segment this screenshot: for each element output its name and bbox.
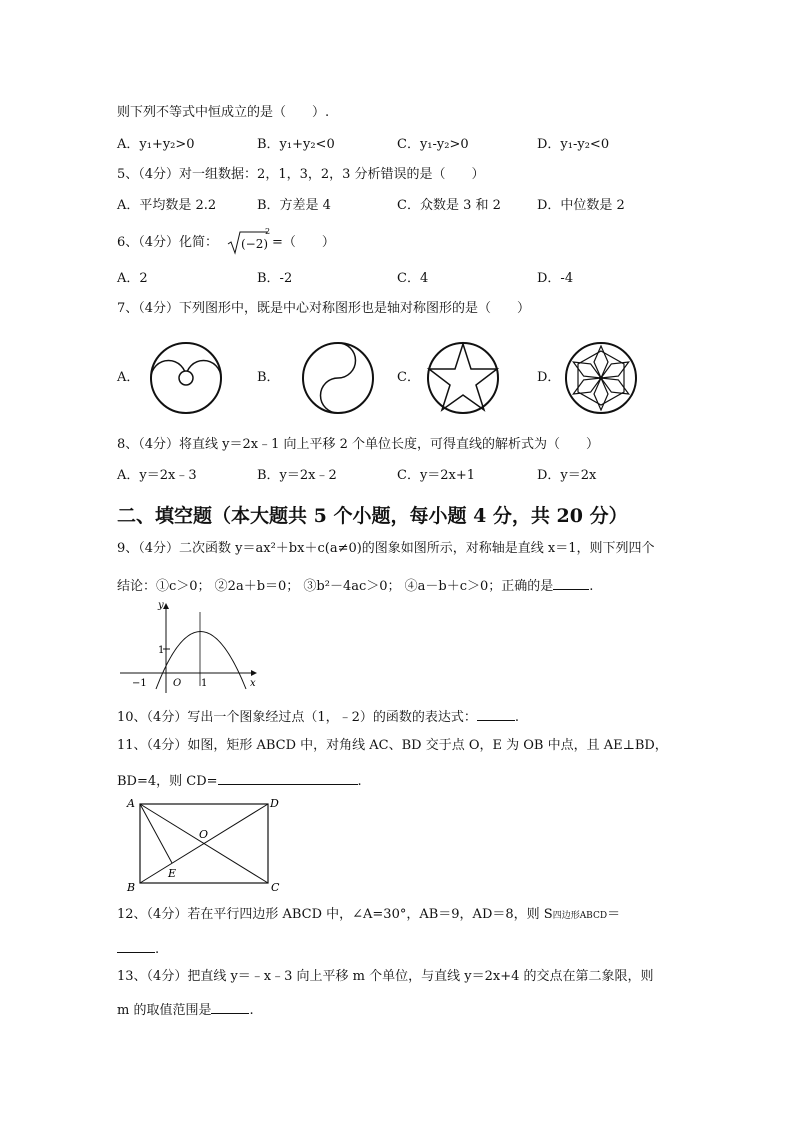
q7-label-c: C． xyxy=(397,370,420,385)
q7-figure-c xyxy=(425,340,503,418)
q13-end: . xyxy=(249,1003,254,1018)
q7-label-d: D． xyxy=(537,370,561,385)
q11-label-a: A xyxy=(127,797,135,810)
q9-end: . xyxy=(589,579,594,594)
q10-line xyxy=(117,706,519,727)
q11-label-o: O xyxy=(199,828,209,841)
q6-option-b: B．-2 xyxy=(257,271,293,286)
q13-answer-blank xyxy=(211,999,249,1014)
q6-radicand: (−2) xyxy=(241,237,269,251)
q12-end: . xyxy=(155,942,160,957)
q9-x-label: x xyxy=(250,678,256,689)
q11-line1: 11、（4分）如图，矩形 ABCD 中，对角线 AC、BD 交于点 O，E 为 OB 中点，且 AE⊥BD， xyxy=(117,738,668,753)
q7-figure-d xyxy=(563,340,641,418)
q9-parabola-graph xyxy=(118,598,268,698)
q9-tick-1y: 1 xyxy=(158,645,165,656)
q9-answer-blank xyxy=(553,575,589,590)
q12-answer-blank xyxy=(117,938,155,953)
q6-exponent: 2 xyxy=(265,227,271,236)
q7-label-a: A． xyxy=(117,370,140,385)
q11-label-b: B xyxy=(127,881,136,894)
q9-line1: 9、（4分）二次函数 y＝ax²＋bx＋c(a≠0)的图象如图所示，对称轴是直线 x＝1，则下列四个 xyxy=(117,541,655,556)
q4-option-d: D．y₁-y₂<0 xyxy=(537,137,610,152)
q6-option-d: D．-4 xyxy=(537,271,574,286)
q10-text: 10、（4分）写出一个图象经过点（1，﹣2）的函数的表达式： xyxy=(117,710,477,725)
q11-label-e: E xyxy=(168,867,177,880)
q12-line1 xyxy=(117,906,620,925)
q11-line2 xyxy=(117,770,362,791)
q7-figure-b xyxy=(300,340,378,418)
q8-option-a: A．y＝2x﹣3 xyxy=(117,468,197,483)
q11-label-c: C xyxy=(271,881,280,894)
q13-line2-text: m 的取值范围是 xyxy=(117,1003,212,1018)
q12-equals: ＝ xyxy=(607,907,621,922)
section2-title: 二、填空题（本大题共 5 个小题，每小题 4 分，共 20 分） xyxy=(117,505,628,527)
q10-end: . xyxy=(514,710,519,725)
q6-stem-prefix: 6、（4分）化简： xyxy=(117,235,219,250)
q11-answer-blank xyxy=(218,770,358,785)
q9-origin-label: O xyxy=(173,678,182,689)
q11-label-d: D xyxy=(270,797,279,810)
q12-line2 xyxy=(117,938,159,959)
q4-option-a: A．y₁+y₂>0 xyxy=(117,137,195,152)
q7-label-b: B． xyxy=(257,370,280,385)
q12-subscript: 四边形ABCD xyxy=(552,911,608,921)
q5-option-b: B．方差是 4 xyxy=(257,198,331,213)
q11-end: . xyxy=(357,774,362,789)
q5-option-d: D．中位数是 2 xyxy=(537,198,625,213)
q11-rectangle-figure xyxy=(122,795,292,895)
q4-tail-text: 则下列不等式中恒成立的是（ ）. xyxy=(117,105,330,120)
q7-figure-a xyxy=(148,340,226,418)
q9-y-label: y xyxy=(158,600,164,611)
q8-stem: 8、（4分）将直线 y＝2x﹣1 向上平移 2 个单位长度，可得直线的解析式为（ ） xyxy=(117,437,600,452)
q8-option-c: C．y＝2x+1 xyxy=(397,468,476,483)
q8-option-d: D．y＝2x xyxy=(537,468,597,483)
q6-stem-suffix: =（ ） xyxy=(272,235,335,250)
q5-option-a: A．平均数是 2.2 xyxy=(117,198,217,213)
q9-line2 xyxy=(117,575,593,596)
q9-tick-neg1: −1 xyxy=(132,678,147,689)
q9-line2-text: 结论：①c＞0； ②2a＋b＝0； ③b²－4ac＞0； ④a－b＋c＞0；正确的是 xyxy=(117,579,554,594)
q6-option-c: C．4 xyxy=(397,271,429,286)
q7-stem: 7、（4分）下列图形中，既是中心对称图形也是轴对称图形的是（ ） xyxy=(117,301,531,316)
q6-option-a: A．2 xyxy=(117,271,148,286)
q13-line2 xyxy=(117,999,254,1020)
q5-stem: 5、（4分）对一组数据：2，1，3，2，3 分析错误的是（ ） xyxy=(117,167,485,182)
q8-option-b: B．y＝2x﹣2 xyxy=(257,468,337,483)
q9-tick-1x: 1 xyxy=(201,678,208,689)
q12-text: 12、（4分）若在平行四边形 ABCD 中，∠A=30°，AB＝9，AD＝8，则 S xyxy=(117,907,553,922)
q4-option-b: B．y₁+y₂<0 xyxy=(257,137,335,152)
q4-option-c: C．y₁-y₂>0 xyxy=(397,137,469,152)
q13-line1: 13、（4分）把直线 y＝﹣x﹣3 向上平移 m 个单位，与直线 y＝2x+4 的交点在第二象限，则 xyxy=(117,969,654,984)
q11-line2-text: BD=4，则 CD= xyxy=(117,774,218,789)
q10-answer-blank xyxy=(477,706,515,721)
q5-option-c: C．众数是 3 和 2 xyxy=(397,198,501,213)
